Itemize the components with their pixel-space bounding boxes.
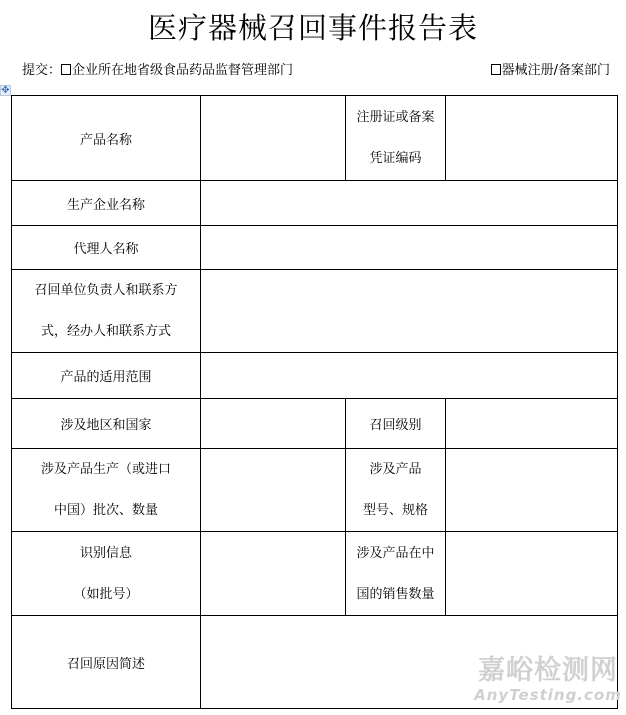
label-recall-contact: 召回单位负责人和联系方 式，经办人和联系方式 <box>12 270 201 353</box>
watermark-cn-text: 嘉峪检测网 <box>478 655 618 686</box>
label-manufacturer-name: 生产企业名称 <box>12 181 201 226</box>
field-recall-reason[interactable] <box>201 616 618 709</box>
option-registration-dept-label: 器械注册/备案部门 <box>501 63 610 78</box>
field-regions-countries[interactable] <box>201 399 346 449</box>
label-regions-countries: 涉及地区和国家 <box>12 399 201 449</box>
table-row <box>12 226 618 270</box>
label-identification-info: 识别信息 （如批号） <box>12 532 201 616</box>
field-registration-number[interactable] <box>446 96 618 181</box>
submit-prefix: 提交： <box>22 63 62 78</box>
field-recall-contact[interactable] <box>201 270 618 353</box>
checkbox-registration-dept[interactable] <box>491 64 501 75</box>
table-row <box>12 270 618 353</box>
label-recall-reason: 召回原因简述 <box>12 616 201 709</box>
label-batches-quantity: 涉及产品生产（或进口 中国）批次、数量 <box>12 449 201 532</box>
field-model-spec[interactable] <box>446 449 618 532</box>
submit-to-line <box>22 62 293 80</box>
field-manufacturer-name[interactable] <box>201 181 618 226</box>
table-row <box>12 616 618 709</box>
submit-to-right <box>491 62 610 80</box>
label-model-spec: 涉及产品 型号、规格 <box>346 449 446 532</box>
watermark-en-text: AnyTesting.com <box>474 686 622 704</box>
label-registration-number: 注册证或备案 凭证编码 <box>346 96 446 181</box>
field-china-sales-quantity[interactable] <box>446 532 618 616</box>
field-product-name[interactable] <box>201 96 346 181</box>
table-row <box>12 353 618 399</box>
label-china-sales-quantity: 涉及产品在中 国的销售数量 <box>346 532 446 616</box>
table-move-handle-icon[interactable]: ✥ <box>1 85 10 96</box>
label-product-scope: 产品的适用范围 <box>12 353 201 399</box>
table-row <box>12 532 618 616</box>
recall-report-table <box>11 95 618 709</box>
field-identification-info[interactable] <box>201 532 346 616</box>
field-recall-level[interactable] <box>446 399 618 449</box>
table-row <box>12 449 618 532</box>
checkbox-provincial-dept[interactable] <box>61 64 71 75</box>
table-row <box>12 181 618 226</box>
page-title: 医疗器械召回事件报告表 <box>147 11 478 45</box>
field-agent-name[interactable] <box>201 226 618 270</box>
field-batches-quantity[interactable] <box>201 449 346 532</box>
label-recall-level: 召回级别 <box>346 399 446 449</box>
label-product-name: 产品名称 <box>12 96 201 181</box>
field-product-scope[interactable] <box>201 353 618 399</box>
label-agent-name: 代理人名称 <box>12 226 201 270</box>
option-provincial-dept-label: 企业所在地省级食品药品监督管理部门 <box>72 63 294 78</box>
table-row <box>12 399 618 449</box>
table-row <box>12 96 618 181</box>
